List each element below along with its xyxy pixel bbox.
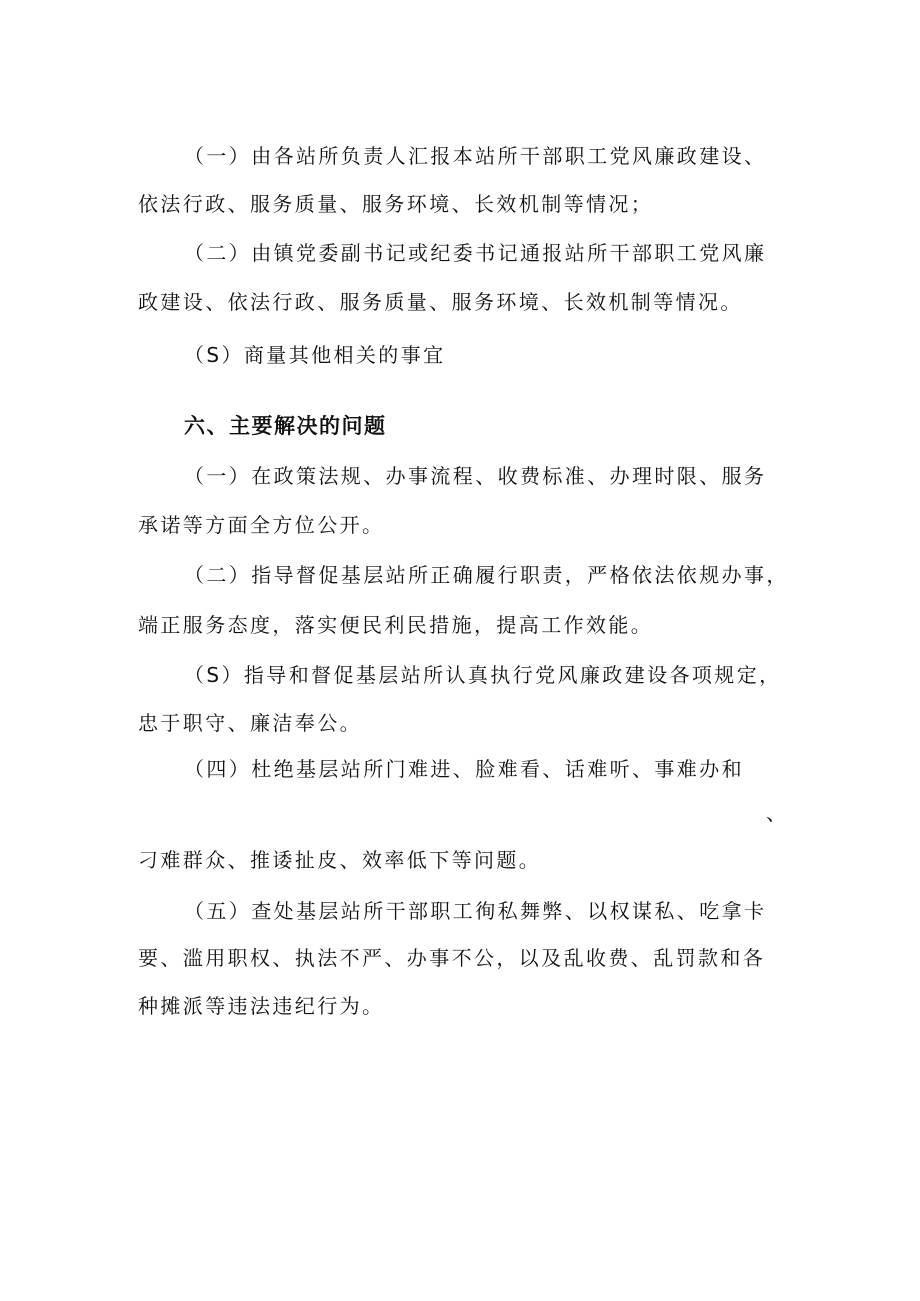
stray-punctuation: 、 bbox=[766, 801, 786, 825]
paragraph-line: 端正服务态度，落实便民利民措施，提高工作效能。 bbox=[138, 613, 654, 637]
paragraph-line: （一）由各站所负责人汇报本站所干部职工党风廉政建设、 bbox=[184, 144, 767, 168]
paragraph-line: （四）杜绝基层站所门难进、脸难看、话难听、事难办和 bbox=[184, 757, 744, 781]
paragraph-line: （五）查处基层站所干部职工徇私舞弊、以权谋私、吃拿卡 bbox=[184, 899, 767, 923]
paragraph-line: 刁难群众、推诿扯皮、效率低下等问题。 bbox=[138, 848, 542, 872]
section-heading: 六、主要解决的问题 bbox=[184, 414, 387, 438]
paragraph-line: 依法行政、服务质量、服务环境、长效机制等情况； bbox=[138, 192, 654, 216]
paragraph-line: （S）商量其他相关的事宜 bbox=[184, 343, 446, 367]
paragraph-line: （一）在政策法规、办事流程、收费标准、办理时限、服务 bbox=[184, 464, 767, 488]
paragraph-line: 要、滥用职权、执法不严、办事不公，以及乱收费、乱罚款和各 bbox=[138, 946, 766, 970]
paragraph-line: （S）指导和督促基层站所认真执行党风廉政建设各项规定， bbox=[184, 663, 782, 687]
paragraph-line: 承诺等方面全方位公开。 bbox=[138, 513, 385, 537]
paragraph-line: 种摊派等违法违纪行为。 bbox=[138, 994, 385, 1018]
paragraph-line: （二）指导督促基层站所正确履行职责，严格依法依规办事， bbox=[184, 563, 789, 587]
paragraph-line: 政建设、依法行政、服务质量、服务环境、长效机制等情况。 bbox=[138, 290, 743, 314]
paragraph-line: （二）由镇党委副书记或纪委书记通报站所干部职工党风廉 bbox=[184, 241, 767, 265]
paragraph-line: 忠于职守、廉洁奉公。 bbox=[138, 711, 362, 735]
